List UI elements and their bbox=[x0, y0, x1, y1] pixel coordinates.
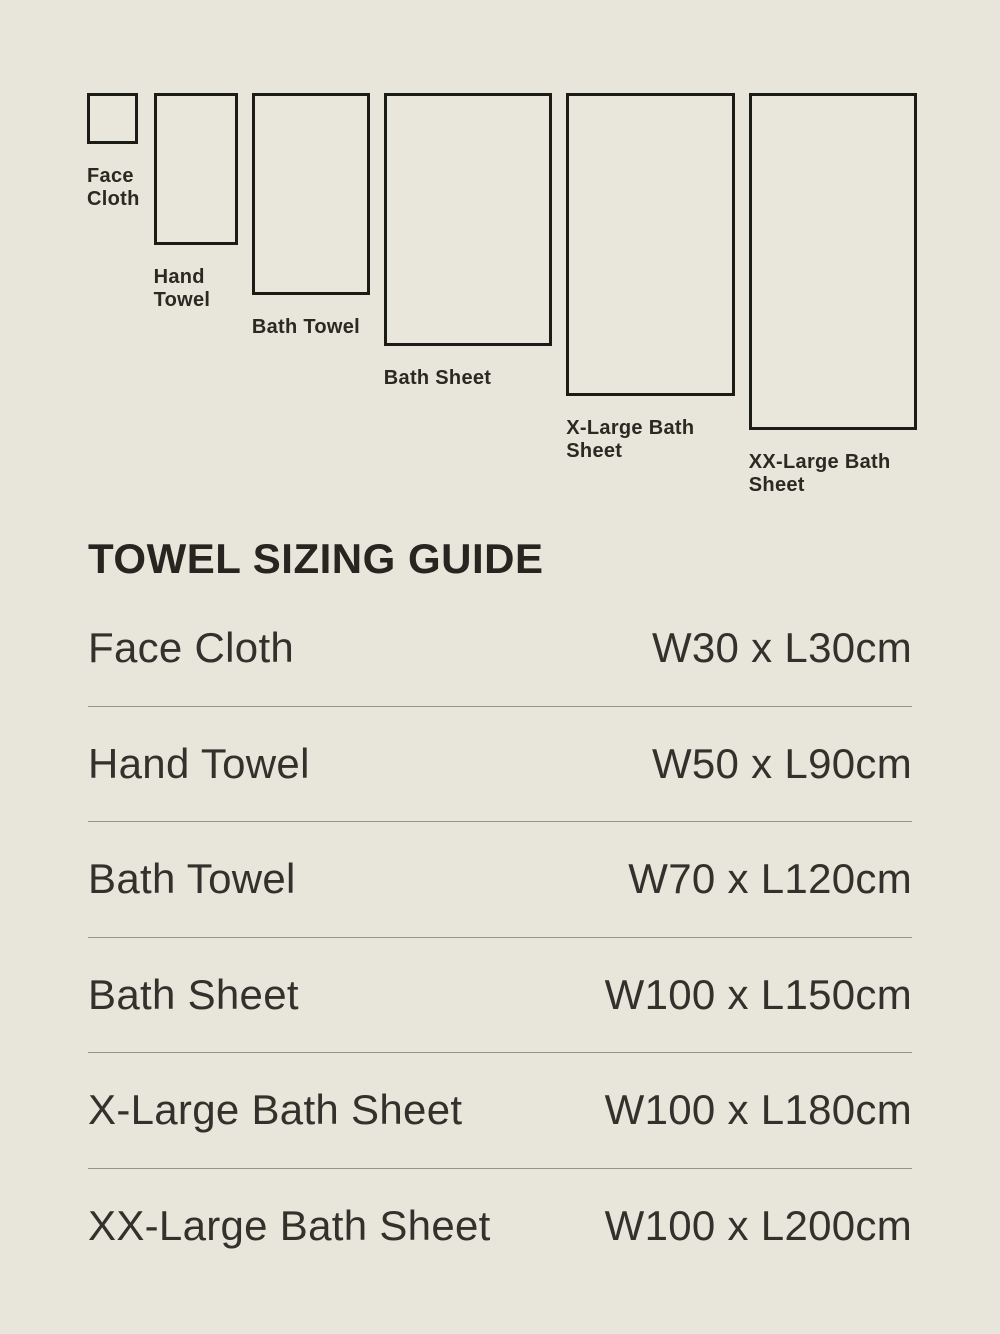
row-size-value: W30 x L30cm bbox=[651, 624, 912, 672]
towel-box-bath-sheet bbox=[384, 93, 553, 346]
row-size-value: W100 x L180cm bbox=[604, 1086, 912, 1134]
table-row-hand-towel bbox=[88, 707, 912, 823]
row-item-label: Hand Towel bbox=[88, 739, 310, 787]
row-size-value: W50 x L90cm bbox=[651, 739, 912, 787]
towel-label-line: Sheet bbox=[566, 440, 623, 463]
towel-bath-towel bbox=[252, 93, 370, 339]
table-row-face-cloth bbox=[88, 591, 912, 707]
row-size-value: W100 x L150cm bbox=[604, 970, 912, 1018]
towel-size-diagram bbox=[87, 93, 917, 497]
towel-label-face-cloth bbox=[87, 165, 140, 211]
table-row-bath-sheet bbox=[88, 938, 912, 1054]
towel-label-line: Face bbox=[87, 164, 134, 187]
towel-label-line: Towel bbox=[153, 288, 211, 311]
towel-label-line: Cloth bbox=[87, 187, 140, 210]
towel-label-line: Hand bbox=[153, 265, 205, 288]
towel-face-cloth bbox=[87, 93, 140, 211]
towel-xx-large-bath-sheet bbox=[749, 93, 918, 497]
table-row-bath-towel bbox=[88, 822, 912, 938]
page-title: TOWEL SIZING GUIDE bbox=[88, 535, 544, 582]
row-item-label: X-Large Bath Sheet bbox=[88, 1086, 463, 1134]
towel-hand-towel bbox=[154, 93, 238, 312]
towel-box-x-large-bath-sheet bbox=[566, 93, 735, 396]
table-row-xx-large-bath-sheet bbox=[88, 1169, 912, 1284]
row-item-label: Bath Towel bbox=[88, 855, 296, 903]
towel-box-xx-large-bath-sheet bbox=[749, 93, 918, 430]
towel-label-bath-towel bbox=[252, 316, 360, 339]
row-size-value: W70 x L120cm bbox=[628, 855, 912, 903]
row-size-value: W100 x L200cm bbox=[604, 1201, 912, 1249]
towel-box-hand-towel bbox=[154, 93, 238, 245]
towel-box-face-cloth bbox=[87, 93, 138, 144]
towel-label-x-large-bath-sheet bbox=[566, 417, 694, 463]
towel-label-line: Bath Towel bbox=[251, 316, 361, 339]
row-item-label: Bath Sheet bbox=[88, 970, 299, 1018]
towel-bath-sheet bbox=[384, 93, 553, 390]
towel-label-xx-large-bath-sheet bbox=[749, 451, 891, 497]
towel-label-line: Sheet bbox=[748, 474, 805, 496]
towel-size-table bbox=[88, 591, 912, 1283]
towel-label-line: X-Large Bath bbox=[566, 417, 695, 440]
towel-label-line: Bath Sheet bbox=[383, 366, 492, 389]
towel-x-large-bath-sheet bbox=[566, 93, 735, 463]
towel-box-bath-towel bbox=[252, 93, 370, 295]
towel-label-hand-towel bbox=[154, 266, 211, 312]
row-item-label: Face Cloth bbox=[88, 624, 295, 672]
towel-label-bath-sheet bbox=[384, 367, 491, 390]
table-row-x-large-bath-sheet bbox=[88, 1053, 912, 1169]
towel-label-line: XX-Large Bath bbox=[748, 451, 891, 473]
row-item-label: XX-Large Bath Sheet bbox=[88, 1201, 491, 1249]
